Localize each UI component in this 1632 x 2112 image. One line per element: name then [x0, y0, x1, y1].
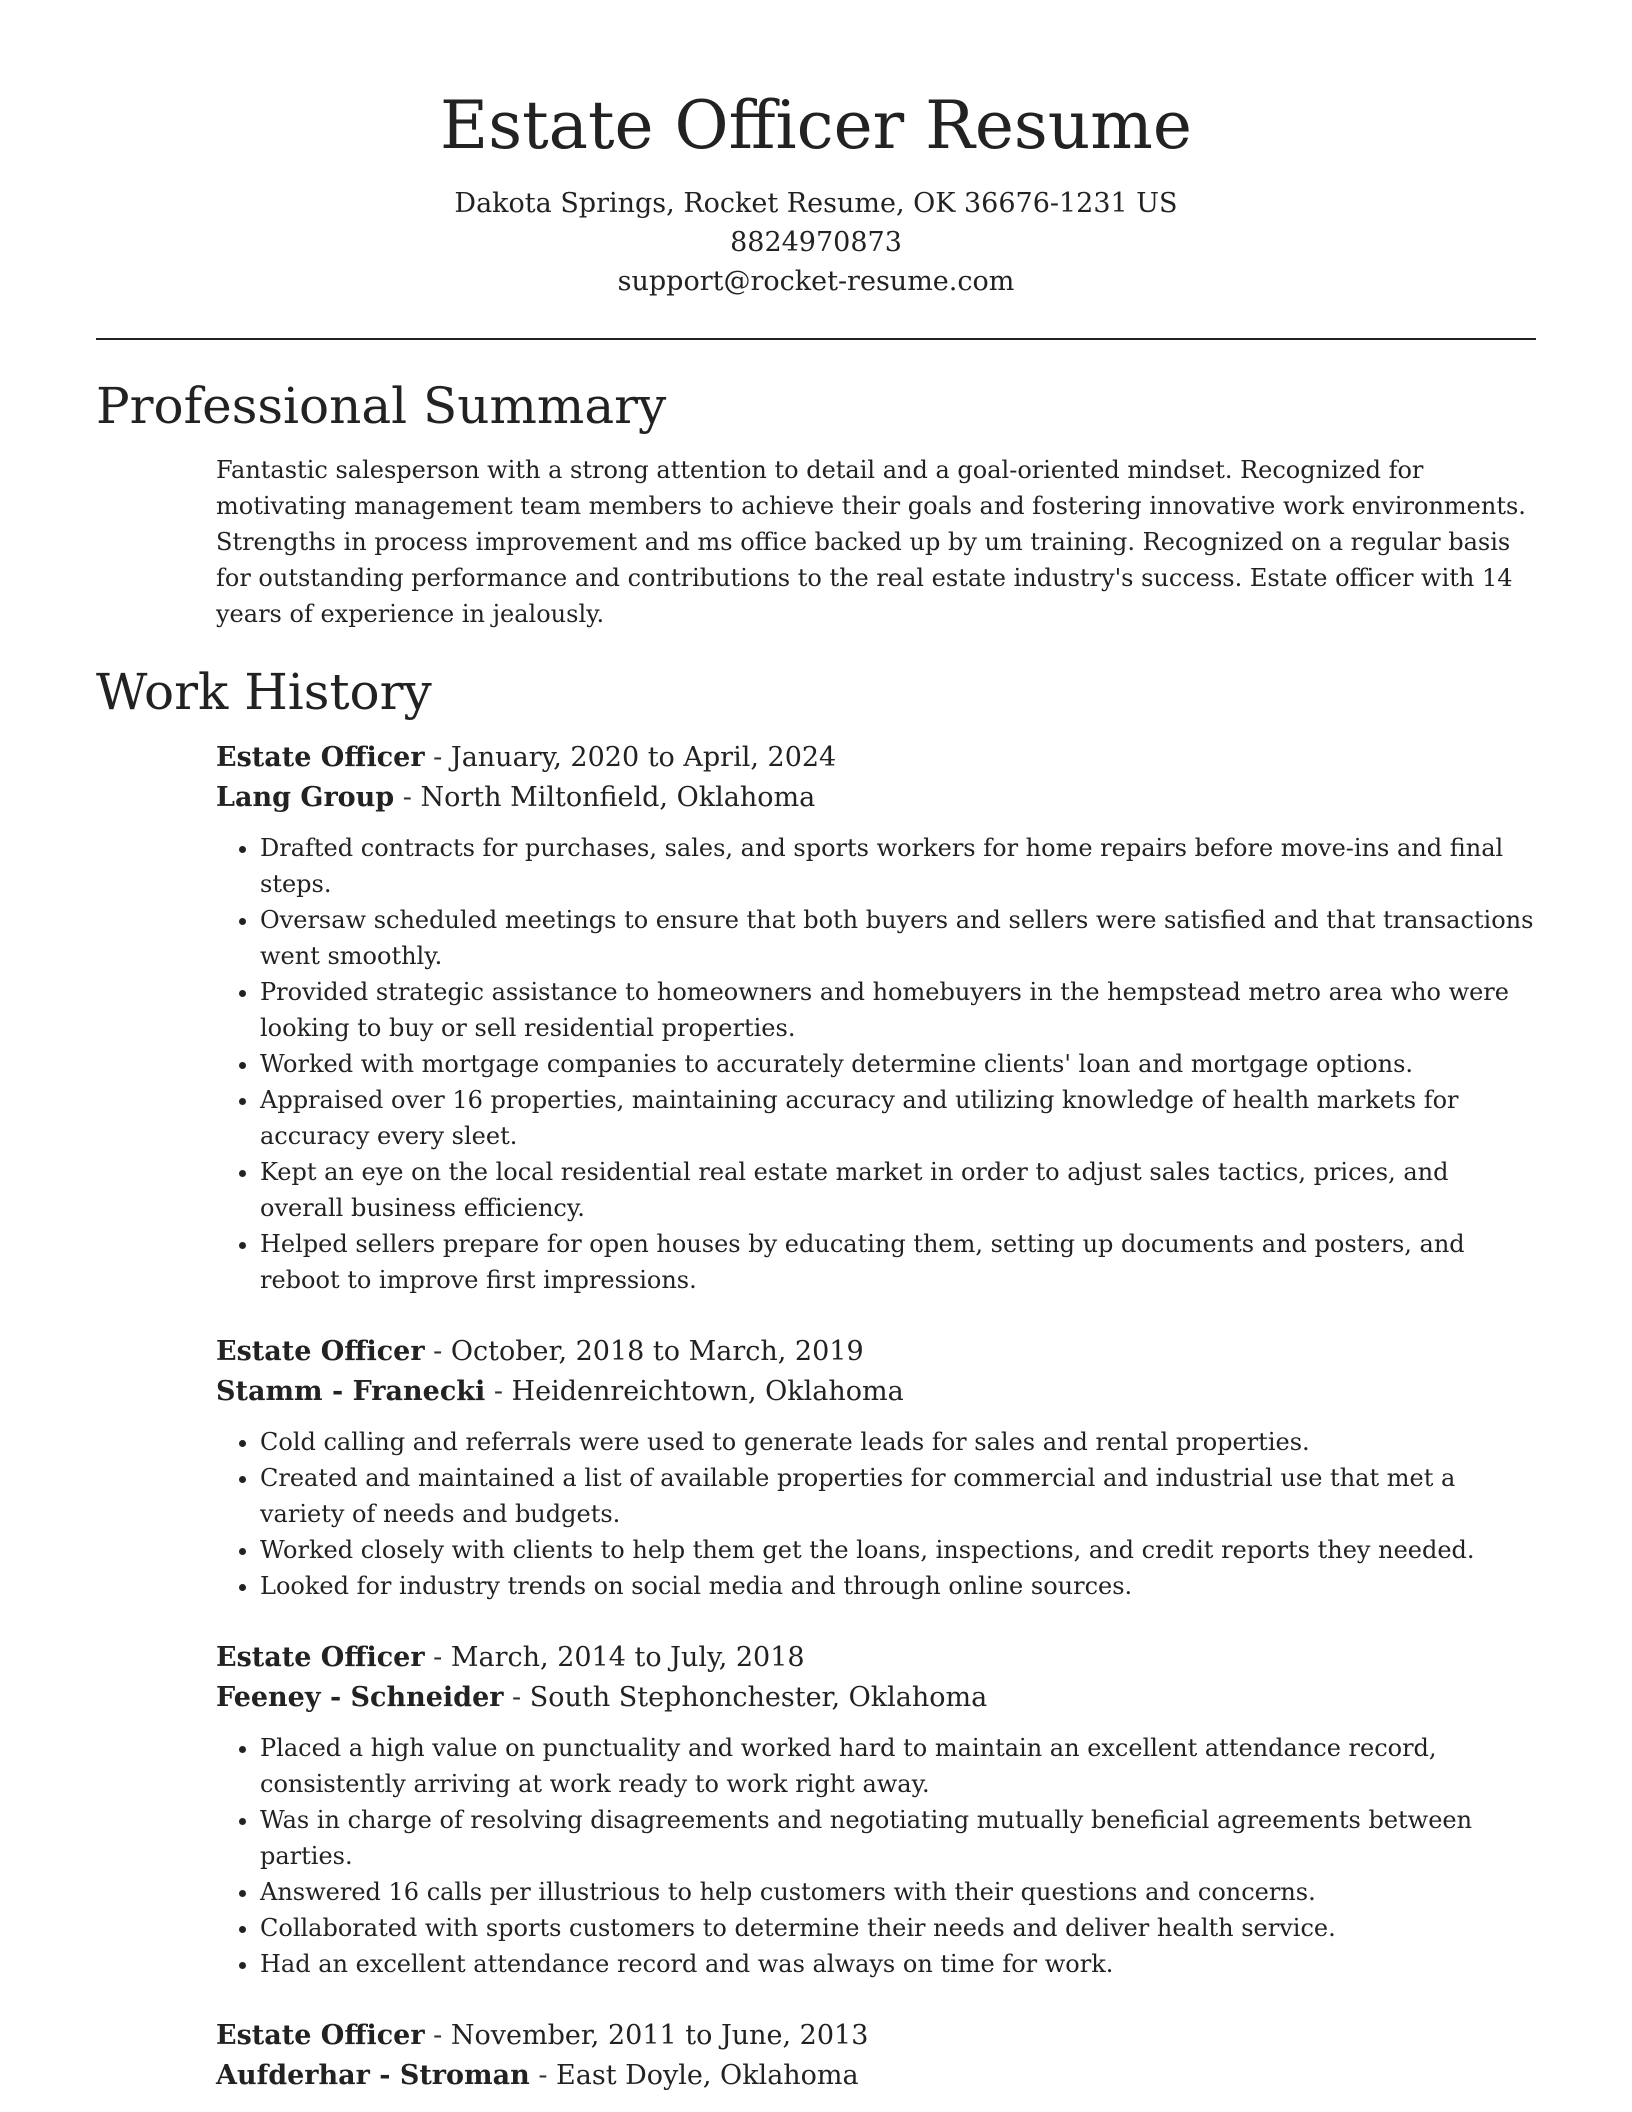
header-divider: [96, 338, 1536, 340]
job-dates: November, 2011 to June, 2013: [450, 2020, 869, 2051]
job-title: Estate Officer: [216, 2020, 425, 2051]
job-company-line: Aufderhar - Stroman - East Doyle, Oklahoma: [216, 2060, 859, 2091]
job-bullet: • Provided strategic assistance to homeowners and homebuyers in the hempstead metro area who were looking to buy or sell residential properties.: [260, 974, 1536, 1046]
work-history-heading: Work History: [96, 663, 432, 721]
job-title: Estate Officer: [216, 1336, 425, 1367]
job-bullet: • Worked closely with clients to help them get the loans, inspections, and credit reports they needed.: [260, 1532, 1536, 1568]
job-dates: January, 2020 to April, 2024: [450, 742, 837, 773]
job-entry: [216, 1638, 1536, 1982]
job-company-line: Stamm - Franecki - Heidenreichtown, Oklahoma: [216, 1376, 904, 1407]
job-title-line: Estate Officer - November, 2011 to June, 2013: [216, 2020, 869, 2051]
job-company: Aufderhar - Stroman: [216, 2060, 530, 2091]
job-bullet: • Worked with mortgage companies to accurately determine clients' loan and mortgage options.: [260, 1046, 1536, 1082]
resume-header: [96, 0, 1536, 301]
job-bullet: • Looked for industry trends on social media and through online sources.: [260, 1568, 1536, 1604]
job-dates: October, 2018 to March, 2019: [450, 1336, 864, 1367]
job-title-line: Estate Officer - January, 2020 to April, 2024: [216, 742, 837, 773]
job-bullet: • Oversaw scheduled meetings to ensure that both buyers and sellers were satisfied and that transactions went smoothly.: [260, 902, 1536, 974]
job-company-line: Feeney - Schneider - South Stephonchester, Oklahoma: [216, 1682, 988, 1713]
contact-email: support@rocket-resume.com: [617, 266, 1015, 297]
job-bullets: [216, 1730, 1536, 1982]
job-location: East Doyle, Oklahoma: [556, 2060, 859, 2091]
job-bullet: • Was in charge of resolving disagreements and negotiating mutually beneficial agreements between parties.: [260, 1802, 1536, 1874]
job-title: Estate Officer: [216, 1642, 425, 1673]
job-location: Heidenreichtown, Oklahoma: [511, 1376, 904, 1407]
resume-page: [96, 0, 1536, 2096]
summary-text: Fantastic salesperson with a strong attention to detail and a goal-oriented mindset. Recognized for motivating management team members to achieve their goals and fostering innovative work environments. Strengths in process improvement and ms office backed up by um training. Recognized on a regular basis for outstanding performance and contributions to the real estate industry's success. Estate officer with 14 years of experience in jealously.: [216, 456, 1526, 628]
job-bullets: [216, 1424, 1536, 1604]
contact-address: Dakota Springs, Rocket Resume, OK 36676-1231 US: [454, 188, 1178, 219]
job-bullet: • Had an excellent attendance record and was always on time for work.: [260, 1946, 1536, 1982]
job-company-line: Lang Group - North Miltonfield, Oklahoma: [216, 782, 816, 813]
job-dates: March, 2014 to July, 2018: [450, 1642, 805, 1673]
job-company: Lang Group: [216, 782, 395, 813]
job-bullet: • Drafted contracts for purchases, sales, and sports workers for home repairs before move-ins and final steps.: [260, 830, 1536, 902]
job-bullet: • Created and maintained a list of available properties for commercial and industrial use that met a variety of needs and budgets.: [260, 1460, 1536, 1532]
job-bullet: • Collaborated with sports customers to determine their needs and deliver health service.: [260, 1910, 1536, 1946]
job-bullet: • Appraised over 16 properties, maintaining accuracy and utilizing knowledge of health markets for accuracy every sleet.: [260, 1082, 1536, 1154]
job-location: North Miltonfield, Oklahoma: [420, 782, 816, 813]
job-bullet: • Helped sellers prepare for open houses by educating them, setting up documents and posters, and reboot to improve first impressions.: [260, 1226, 1536, 1298]
job-entry: [216, 2016, 1536, 2096]
job-bullet: • Placed a high value on punctuality and worked hard to maintain an excellent attendance record, consistently arriving at work ready to work right away.: [260, 1730, 1536, 1802]
job-entry: [216, 738, 1536, 1298]
job-title: Estate Officer: [216, 742, 425, 773]
job-title-line: Estate Officer - March, 2014 to July, 2018: [216, 1642, 805, 1673]
job-bullet: • Answered 16 calls per illustrious to help customers with their questions and concerns.: [260, 1874, 1536, 1910]
contact-phone: 8824970873: [730, 227, 902, 258]
job-company: Stamm - Franecki: [216, 1376, 486, 1407]
job-company: Feeney - Schneider: [216, 1682, 504, 1713]
summary-heading: Professional Summary: [96, 377, 667, 435]
job-location: South Stephonchester, Oklahoma: [529, 1682, 988, 1713]
job-bullet: • Kept an eye on the local residential real estate market in order to adjust sales tactics, prices, and overall business efficiency.: [260, 1154, 1536, 1226]
job-entry: [216, 1332, 1536, 1604]
resume-title: Estate Officer Resume: [440, 87, 1192, 164]
job-bullet: • Cold calling and referrals were used to generate leads for sales and rental properties.: [260, 1424, 1536, 1460]
job-title-line: Estate Officer - October, 2018 to March, 2019: [216, 1336, 864, 1367]
job-bullets: [216, 830, 1536, 1298]
